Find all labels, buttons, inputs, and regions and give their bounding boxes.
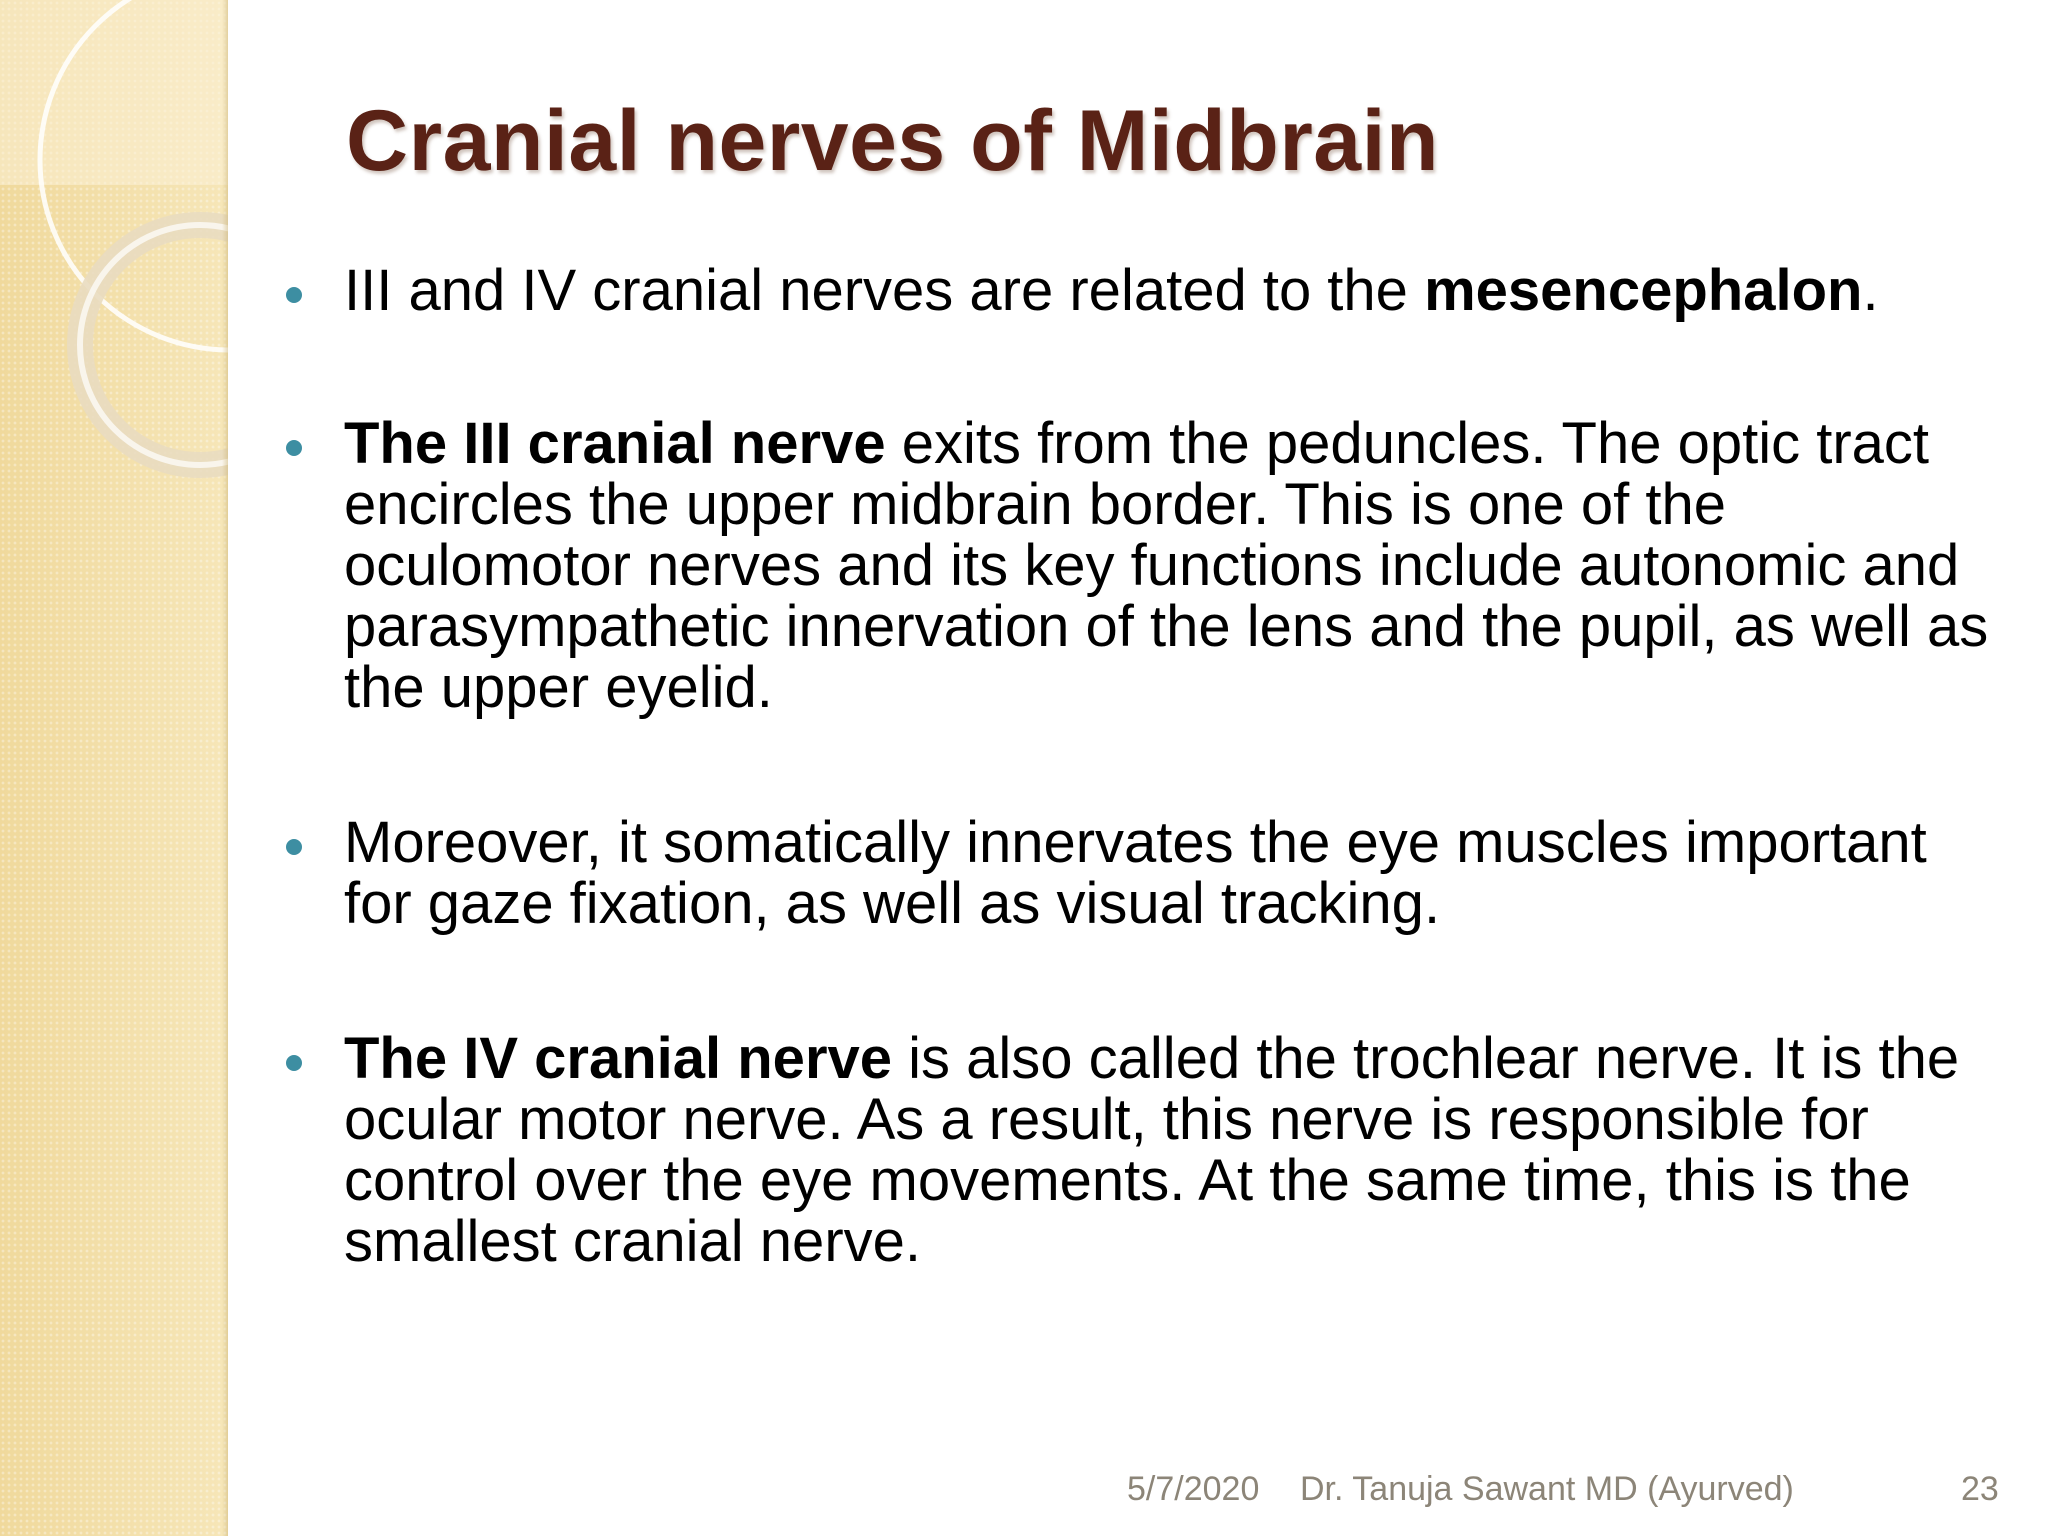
bullet-text: III and IV cranial nerves are related to the <box>344 258 1425 323</box>
bullet-bold-term: mesencephalon <box>1424 258 1863 323</box>
footer-author: Dr. Tanuja Sawant MD (Ayurved) <box>1300 1470 1794 1508</box>
bullet-item <box>286 413 2006 718</box>
bullet-item <box>286 1028 2006 1272</box>
footer-date: 5/7/2020 <box>1127 1470 1260 1508</box>
decorative-sidebar <box>0 0 228 1536</box>
bullet-text: is also called the trochlear nerve. It is the ocular motor nerve. As a result, this nerve is responsible for control over the eye movements. At the same time, this is the smallest cranial nerve. <box>344 1026 1960 1274</box>
bullet-list <box>286 260 2006 1272</box>
slide-number: 23 <box>1961 1470 1999 1508</box>
slide-title: Cranial nerves of Midbrain <box>346 93 1440 189</box>
bullet-dot-icon <box>286 839 302 855</box>
bullet-dot-icon <box>286 1055 302 1071</box>
bullet-item <box>286 260 2006 321</box>
bullet-text: Moreover, it somatically innervates the eye muscles important for gaze fixation, as well as visual tracking. <box>344 810 1927 936</box>
bullet-item <box>286 812 2006 934</box>
bullet-text: exits from the peduncles. The optic tract encircles the upper midbrain border. This is one of the oculomotor nerves and its key functions include autonomic and parasympathetic innervation of the lens and the pupil, as well as the upper eyelid. <box>344 411 1989 720</box>
bullet-dot-icon <box>286 440 302 456</box>
bullet-dot-icon <box>286 287 302 303</box>
bullet-text-end: . <box>1862 258 1879 323</box>
decorative-rings-graphic <box>0 0 228 520</box>
bullet-bold-term: The IV cranial nerve <box>344 1026 893 1091</box>
bullet-bold-term: The III cranial nerve <box>344 411 886 476</box>
